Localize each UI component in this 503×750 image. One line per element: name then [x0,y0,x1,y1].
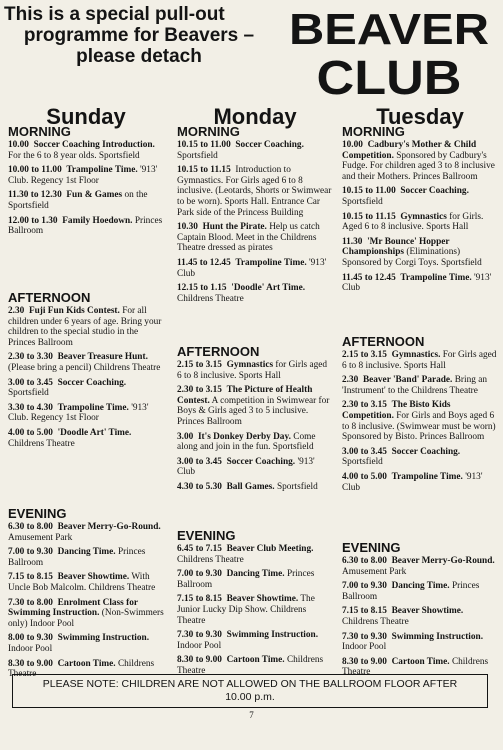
event-title: Trampoline Time. [391,471,463,482]
event-description: Bring an 'Instrument' to the Childrens Theatre [342,375,487,396]
event-item [177,140,333,161]
event-item [8,378,164,399]
event-item [342,556,498,577]
logo-word-beaver: BEAVER [289,5,489,54]
event-title: Beaver Showtime. [226,594,299,605]
event-title: Dancing Time. [391,581,450,592]
event-title: Cartoon Time. [391,656,450,667]
event-description: Amusement Park [342,566,407,577]
beaver-club-logo [284,2,494,98]
section-afternoon [8,290,164,453]
section-morning [342,124,498,298]
event-description: With Uncle Bob Malcolm. Childrens Theatre [8,572,156,593]
event-time: 2.30 [8,306,25,316]
event-description: Sportsfield [342,196,383,207]
event-title: The Bisto Kids Competition. [342,400,451,421]
ballroom-note-box [12,674,488,708]
event-item [342,632,498,653]
event-time: 7.30 to 8.00 [8,597,53,608]
event-item [177,457,333,478]
event-time: 2.30 to 3.15 [342,400,387,411]
event-description: Princes Ballroom [177,569,315,590]
event-description: Sportsfield [8,388,49,399]
event-title: Soccer Coaching Introduction. [33,140,155,150]
event-time: 11.45 to 12.45 [342,272,396,283]
event-description: Princes Ballroom [8,547,146,568]
event-title: Trampoline Time. [66,165,138,176]
event-title: Soccer Coaching. [226,456,296,467]
section-label: MORNING [342,124,405,139]
event-description: Princes Ballroom [8,215,163,237]
event-description: Sponsored by Cadbury's Fudge. For children aged 3 to 8 inclusive and their Mothers. Princes Ballroom [342,150,495,182]
event-title: 'Doodle' Art Time. [231,283,306,294]
event-time: 7.15 to 8.15 [342,606,387,617]
event-time: 7.30 to 9.30 [177,630,222,641]
event-description: Indoor Pool [8,643,53,654]
event-time: 7.15 to 8.15 [8,572,53,583]
event-item [8,190,164,211]
event-item [342,447,498,468]
event-title: Swimming Instruction. [57,633,150,644]
header-line-1: This is a special pull-out [4,4,225,25]
event-description: Childrens Theatre [177,655,324,676]
event-title: Soccer Coaching. [400,186,469,197]
event-title: Beaver Treasure Hunt. [57,352,148,363]
event-time: 10.30 [177,222,198,233]
event-item [8,547,164,568]
event-item [8,403,164,424]
day-title: Monday [213,104,297,129]
event-description: '913' Club [177,257,327,279]
event-title: Beaver Showtime. [57,572,130,583]
event-description: Sportsfield [177,150,218,161]
event-title: Cartoon Time. [57,658,116,669]
event-title: Soccer Coaching. [57,377,127,388]
section-label: MORNING [177,124,240,139]
event-time: 3.30 to 4.30 [8,402,53,413]
event-description: Come along and join in the fun. Sportsfield [177,431,316,453]
event-time: 10.00 [342,140,363,150]
event-title: Dancing Time. [57,547,116,558]
event-description: Childrens Theatre [8,438,75,449]
event-time: 7.00 to 9.30 [342,581,387,592]
event-item [8,572,164,593]
section-label: EVENING [8,506,67,521]
section-morning [177,124,333,308]
day-title: Tuesday [376,104,464,129]
event-item [8,165,164,186]
event-item [177,630,333,651]
event-item [342,140,498,182]
event-title: Beaver 'Band' Parade. [362,375,453,386]
event-description: The Junior Lucky Dip Show. Childrens Theatre [177,594,315,626]
event-item [8,522,164,543]
event-description: (Non-Swimmers only) Indoor Pool [8,608,164,629]
event-description: Childrens Theatre [177,554,244,565]
event-time: 8.00 to 9.30 [8,633,53,644]
event-item [177,222,333,254]
event-time: 8.30 to 9.00 [177,655,222,666]
section-label: MORNING [8,124,71,139]
section-afternoon [342,334,498,497]
event-time: 10.00 to 11.00 [8,165,62,176]
event-description: Amusement Park [8,532,73,543]
event-time: 11.30 [342,236,363,247]
event-title: Hunt the Pirate. [202,222,267,233]
event-item [342,273,498,294]
event-item [177,569,333,590]
event-time: 2.15 to 3.15 [342,350,387,360]
event-time: 10.15 to 11.15 [342,211,396,222]
event-title: Soccer Coaching. [235,140,304,150]
section-evening [177,528,333,681]
event-description: For Girls and Boys aged 6 to 8 inclusive. (Swimwear must be worn) Sponsored by Bisto. Princes Ballroom [342,410,496,443]
event-item [177,165,333,218]
event-item [177,283,333,304]
event-item [8,633,164,654]
event-item [342,472,498,493]
section-label: AFTERNOON [342,334,425,349]
section-morning [8,124,164,241]
event-title: Beaver Merry-Go-Round. [391,556,495,566]
event-description: '913' Club. Regency 1st Floor [8,165,158,186]
event-description: For the 6 to 8 year olds. Sportsfield [8,150,140,161]
event-description: (Please bring a pencil) Childrens Theatre [8,362,161,373]
event-time: 11.30 to 12.30 [8,190,62,201]
event-description: Childrens Theatre [342,616,409,627]
event-item [177,594,333,626]
event-time: 7.30 to 9.30 [342,631,387,642]
event-item [8,216,164,237]
event-time: 10.00 [8,140,29,150]
section-evening [8,506,164,684]
event-item [177,482,333,493]
event-title: Trampoline Time. [400,272,472,283]
event-time: 10.15 to 11.00 [342,186,396,197]
event-description: For all children under 6 years of age. Bring your children to the special studio in the Princes Ballroom [8,306,162,348]
event-description: for Girls aged 6 to 8 inclusive. Sports Hall [177,360,328,381]
event-description: Sportsfield [276,481,318,492]
event-title: Trampoline Time. [57,402,129,413]
event-time: 3.00 [177,431,194,442]
event-title: Soccer Coaching. [391,446,461,457]
event-title: Fun & Games [66,190,123,201]
event-time: 2.15 to 3.15 [177,360,222,370]
event-title: 'Doodle Art' Time. [57,427,132,438]
event-item [8,140,164,161]
event-item [342,400,498,442]
event-time: 12.00 to 1.30 [8,215,58,226]
event-description: Sportsfield [342,457,383,468]
event-description: '913' Club [342,272,492,294]
event-item [342,350,498,371]
event-time: 7.15 to 8.15 [177,594,222,605]
event-title: Beaver Merry-Go-Round. [57,522,161,532]
event-time: 2.30 to 3.30 [8,352,53,363]
section-label: EVENING [342,540,401,555]
event-time: 12.15 to 1.15 [177,283,227,294]
event-time: 8.30 to 9.00 [342,656,387,667]
event-description: Childrens Theatre [342,656,489,678]
event-time: 8.30 to 9.00 [8,658,53,669]
event-time: 10.15 to 11.15 [177,165,231,176]
event-title: Swimming Instruction. [391,631,484,642]
event-title: Cadbury's Mother & Child Competition. [342,140,477,161]
event-title: Gymnastics [226,360,274,370]
event-time: 3.00 to 3.45 [342,446,387,457]
event-time: 11.45 to 12.45 [177,257,231,268]
event-description: Introduction to Gymnastics. For Girls aged 6 to 8 inclusive. (Leotards, Shorts or Swimwear to be worn). Sports Hall. Entrance Car Park side of the Princess Building [177,165,332,218]
section-label: AFTERNOON [8,290,91,305]
day-column-monday [177,104,333,676]
header-line-2: programme for Beavers – [23,25,255,46]
event-title: Enrolment Class for Swimming Instruction. [8,597,138,619]
event-title: Ball Games. [226,481,275,492]
section-evening [342,540,498,682]
event-title: Family Hoedown. [62,215,133,226]
event-time: 6.30 to 8.00 [342,556,387,566]
event-title: Gymnastics. [391,350,441,360]
event-time: 3.00 to 3.45 [8,377,53,388]
event-time: 4.00 to 5.00 [8,427,53,438]
event-description: '913' Club. Regency 1st Floor [8,402,149,424]
event-title: Gymnastics [400,211,447,222]
note-line-2: 10.00 p.m. [225,691,275,703]
event-item [342,186,498,207]
event-time: 4.00 to 5.00 [342,471,387,482]
event-time: 10.15 to 11.00 [177,140,231,150]
event-description: For Girls aged 6 to 8 inclusive. Sports Hall [342,350,497,371]
event-time: 7.00 to 9.30 [177,569,222,580]
event-time: 6.30 to 8.00 [8,522,53,532]
event-item [342,375,498,396]
day-column-tuesday [342,104,498,678]
section-label: EVENING [177,528,236,543]
event-item [8,352,164,373]
event-item [8,306,164,348]
event-description: Indoor Pool [342,642,387,653]
event-description: Princes Ballroom [342,581,480,602]
event-title: Fuji Fun Kids Contest. [28,306,120,316]
event-item [177,544,333,565]
logo-word-club: CLUB [316,52,462,98]
event-time: 3.00 to 3.45 [177,456,222,467]
section-label: AFTERNOON [177,344,260,359]
event-time: 2.30 [342,375,359,386]
event-description: for Girls. Aged 6 to 8 inclusive. Sports Hall [342,211,484,233]
event-time: 2.30 to 3.15 [177,385,222,396]
event-title: 'Mr Bounce' Hopper Championships [342,236,450,258]
event-description: Help us catch Captain Blood. Meet in the Childrens Theatre dressed as pirates [177,222,320,254]
event-item [8,598,164,630]
event-item [177,258,333,279]
event-description: '913' Club [177,456,315,478]
header-line-3: please detach [76,46,202,67]
event-time: 6.45 to 7.15 [177,544,222,554]
event-description: on the Sportsfield [8,190,148,211]
day-title: Sunday [46,104,126,129]
event-description: Childrens Theatre [8,658,155,680]
event-title: The Picture of Health Contest. [177,385,313,406]
event-time: 7.00 to 9.30 [8,547,53,558]
section-afternoon [177,344,333,497]
day-column-sunday [8,104,164,680]
event-title: Swimming Instruction. [226,630,319,641]
event-title: Beaver Showtime. [391,606,464,617]
event-item [8,428,164,449]
event-description: A competition in Swimwear for Boys & Girls aged 3 to 5 inclusive. Princes Ballroom [177,395,330,427]
page-number: 7 [249,710,254,720]
event-description: '913' Club [342,471,483,493]
note-line-1: PLEASE NOTE: CHILDREN ARE NOT ALLOWED ON THE BALLROOM FLOOR AFTER [42,678,458,690]
event-title: Dancing Time. [226,569,285,580]
event-title: Beaver Club Meeting. [226,544,314,554]
event-description: (Eliminations) Sponsored by Corgi Toys. Sportsfield [342,247,482,268]
event-time: 4.30 to 5.30 [177,481,222,492]
event-description: Indoor Pool [177,640,222,651]
event-item [342,581,498,602]
event-description: Childrens Theatre [177,293,244,304]
event-item [177,360,333,381]
event-item [342,606,498,627]
event-title: Trampoline Time. [235,257,307,268]
event-item [177,385,333,427]
pullout-header [4,4,274,67]
event-item [342,212,498,233]
event-title: Cartoon Time. [226,655,285,666]
event-item [177,432,333,453]
event-title: It's Donkey Derby Day. [197,431,291,442]
event-item [342,237,498,269]
